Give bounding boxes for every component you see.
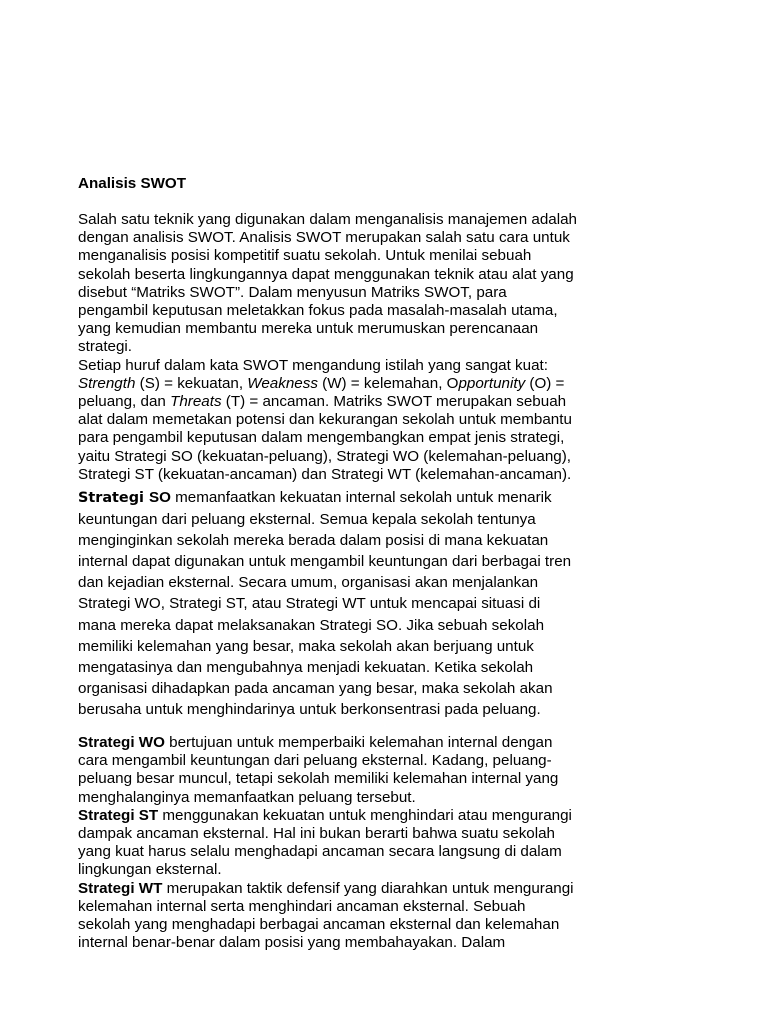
strategy-st-label: Strategi ST [78, 806, 159, 824]
term-text: peluang, dan [78, 393, 171, 411]
text-line [78, 807, 678, 825]
text-line: menganalisis posisi kompetitif suatu sekolah. Untuk menilai sebuah [78, 247, 532, 265]
text-line: Setiap huruf dalam kata SWOT mengandung istilah yang sangat kuat: [78, 356, 548, 374]
text-line [78, 487, 678, 509]
text-line [78, 880, 678, 898]
text-line: memiliki kelemahan yang besar, maka sekolah akan berjuang untuk [78, 637, 534, 655]
term-opportunity: pportunity [458, 374, 526, 392]
text-line: alat dalam memetakan potensi dan kekurangan sekolah untuk membantu [78, 411, 572, 429]
text-line: Salah satu teknik yang digunakan dalam menganalisis manajemen adalah [78, 211, 577, 228]
text-line: berusaha untuk menghindarinya untuk berkonsentrasi pada peluang. [78, 700, 541, 718]
strategy-text: merupakan taktik defensif yang diarahkan untuk mengurangi [162, 879, 574, 897]
strategy-so-label: Strategi [78, 490, 149, 506]
text-line: mana mereka dapat melaksanakan Strategi SO. Jika sebuah sekolah [78, 616, 545, 634]
text-line: menghalanginya memanfaatkan peluang tersebut. [78, 788, 416, 806]
text-line: dan kejadian eksternal. Secara umum, organisasi akan menjalankan [78, 574, 539, 592]
text-line: internal dapat digunakan untuk mengambil keuntungan dari berbagai tren [78, 553, 572, 571]
text-line: pengambil keputusan meletakkan fokus pada masalah-masalah utama, [78, 302, 558, 320]
text-line: yang kemudian membantu mereka untuk merumuskan perencanaan [78, 320, 539, 338]
strategy-wo-st-wt-paragraph [78, 734, 678, 952]
text-line: dampak ancaman eksternal. Hal ini bukan berarti bahwa suatu sekolah [78, 825, 555, 843]
text-line: sekolah yang menghadapi berbagai ancaman eksternal dan kelemahan [78, 916, 560, 934]
strategy-text: memanfaatkan kekuatan internal sekolah untuk menarik [170, 489, 552, 506]
text-line: kelemahan internal serta menghindari ancaman eksternal. Sebuah [78, 897, 526, 915]
text-line: cara mengambil keuntungan dari peluang eksternal. Kadang, peluang- [78, 752, 552, 770]
text-line: yang kuat harus selalu menghadapi ancaman secara langsung di dalam [78, 843, 562, 861]
term-text: (T) = ancaman. Matriks SWOT merupakan sebuah [221, 393, 567, 411]
text-line [78, 734, 678, 752]
text-line: yaitu Strategi SO (kekuatan-peluang), Strategi WO (kelemahan-peluang), [78, 447, 572, 465]
text-line: Strategi WO, Strategi ST, atau Strategi WT untuk mencapai situasi di [78, 595, 541, 613]
term-text: (W) = kelemahan, [317, 374, 447, 392]
term-o-letter: O [446, 374, 459, 392]
text-line: lingkungan eksternal. [78, 861, 222, 879]
text-line: peluang besar muncul, tetapi sekolah memiliki kelemahan internal yang [78, 770, 559, 788]
term-text: (O) = [525, 374, 565, 392]
text-line: para pengambil keputusan dalam mengembangkan empat jenis strategi, [78, 429, 565, 447]
term-strength: Strength [78, 374, 136, 392]
swot-terms-line [78, 375, 678, 393]
term-threats: Threats [170, 393, 222, 411]
text-line: menginginkan sekolah mereka berada dalam posisi di mana kekuatan [78, 532, 549, 550]
text-line: mengatasinya dan mengubahnya menjadi kekuatan. Ketika sekolah [78, 658, 534, 676]
term-text: (S) = kekuatan, [135, 374, 248, 392]
strategy-wt-label: Strategi WT [78, 879, 163, 897]
strategy-text: bertujuan untuk memperbaiki kelemahan internal dengan [164, 734, 553, 751]
strategy-so-code: SO [148, 489, 171, 506]
text-line: Strategi ST (kekuatan-ancaman) dan Strategi WT (kelemahan-ancaman). [78, 465, 572, 483]
strategy-wo-label: Strategi WO [78, 734, 165, 751]
text-line: strategi. [78, 338, 133, 356]
text-line: keuntungan dari peluang eksternal. Semua kepala sekolah tentunya [78, 511, 536, 529]
strategy-so-paragraph [78, 487, 678, 720]
swot-terms-line [78, 393, 678, 411]
intro-paragraph [78, 211, 678, 484]
strategy-text: menggunakan kekuatan untuk menghindari atau mengurangi [158, 806, 572, 824]
text-line: organisasi dihadapkan pada ancaman yang besar, maka sekolah akan [78, 679, 553, 697]
text-line: dengan analisis SWOT. Analisis SWOT merupakan salah satu cara untuk [78, 229, 570, 247]
text-line: internal benar-benar dalam posisi yang membahayakan. Dalam [78, 934, 506, 952]
document-heading: Analisis SWOT [78, 175, 187, 192]
text-line: disebut “Matriks SWOT”. Dalam menyusun Matriks SWOT, para [78, 283, 507, 301]
text-line: sekolah beserta lingkungannya dapat menggunakan teknik atau alat yang [78, 265, 574, 283]
term-weakness: Weakness [247, 374, 318, 392]
